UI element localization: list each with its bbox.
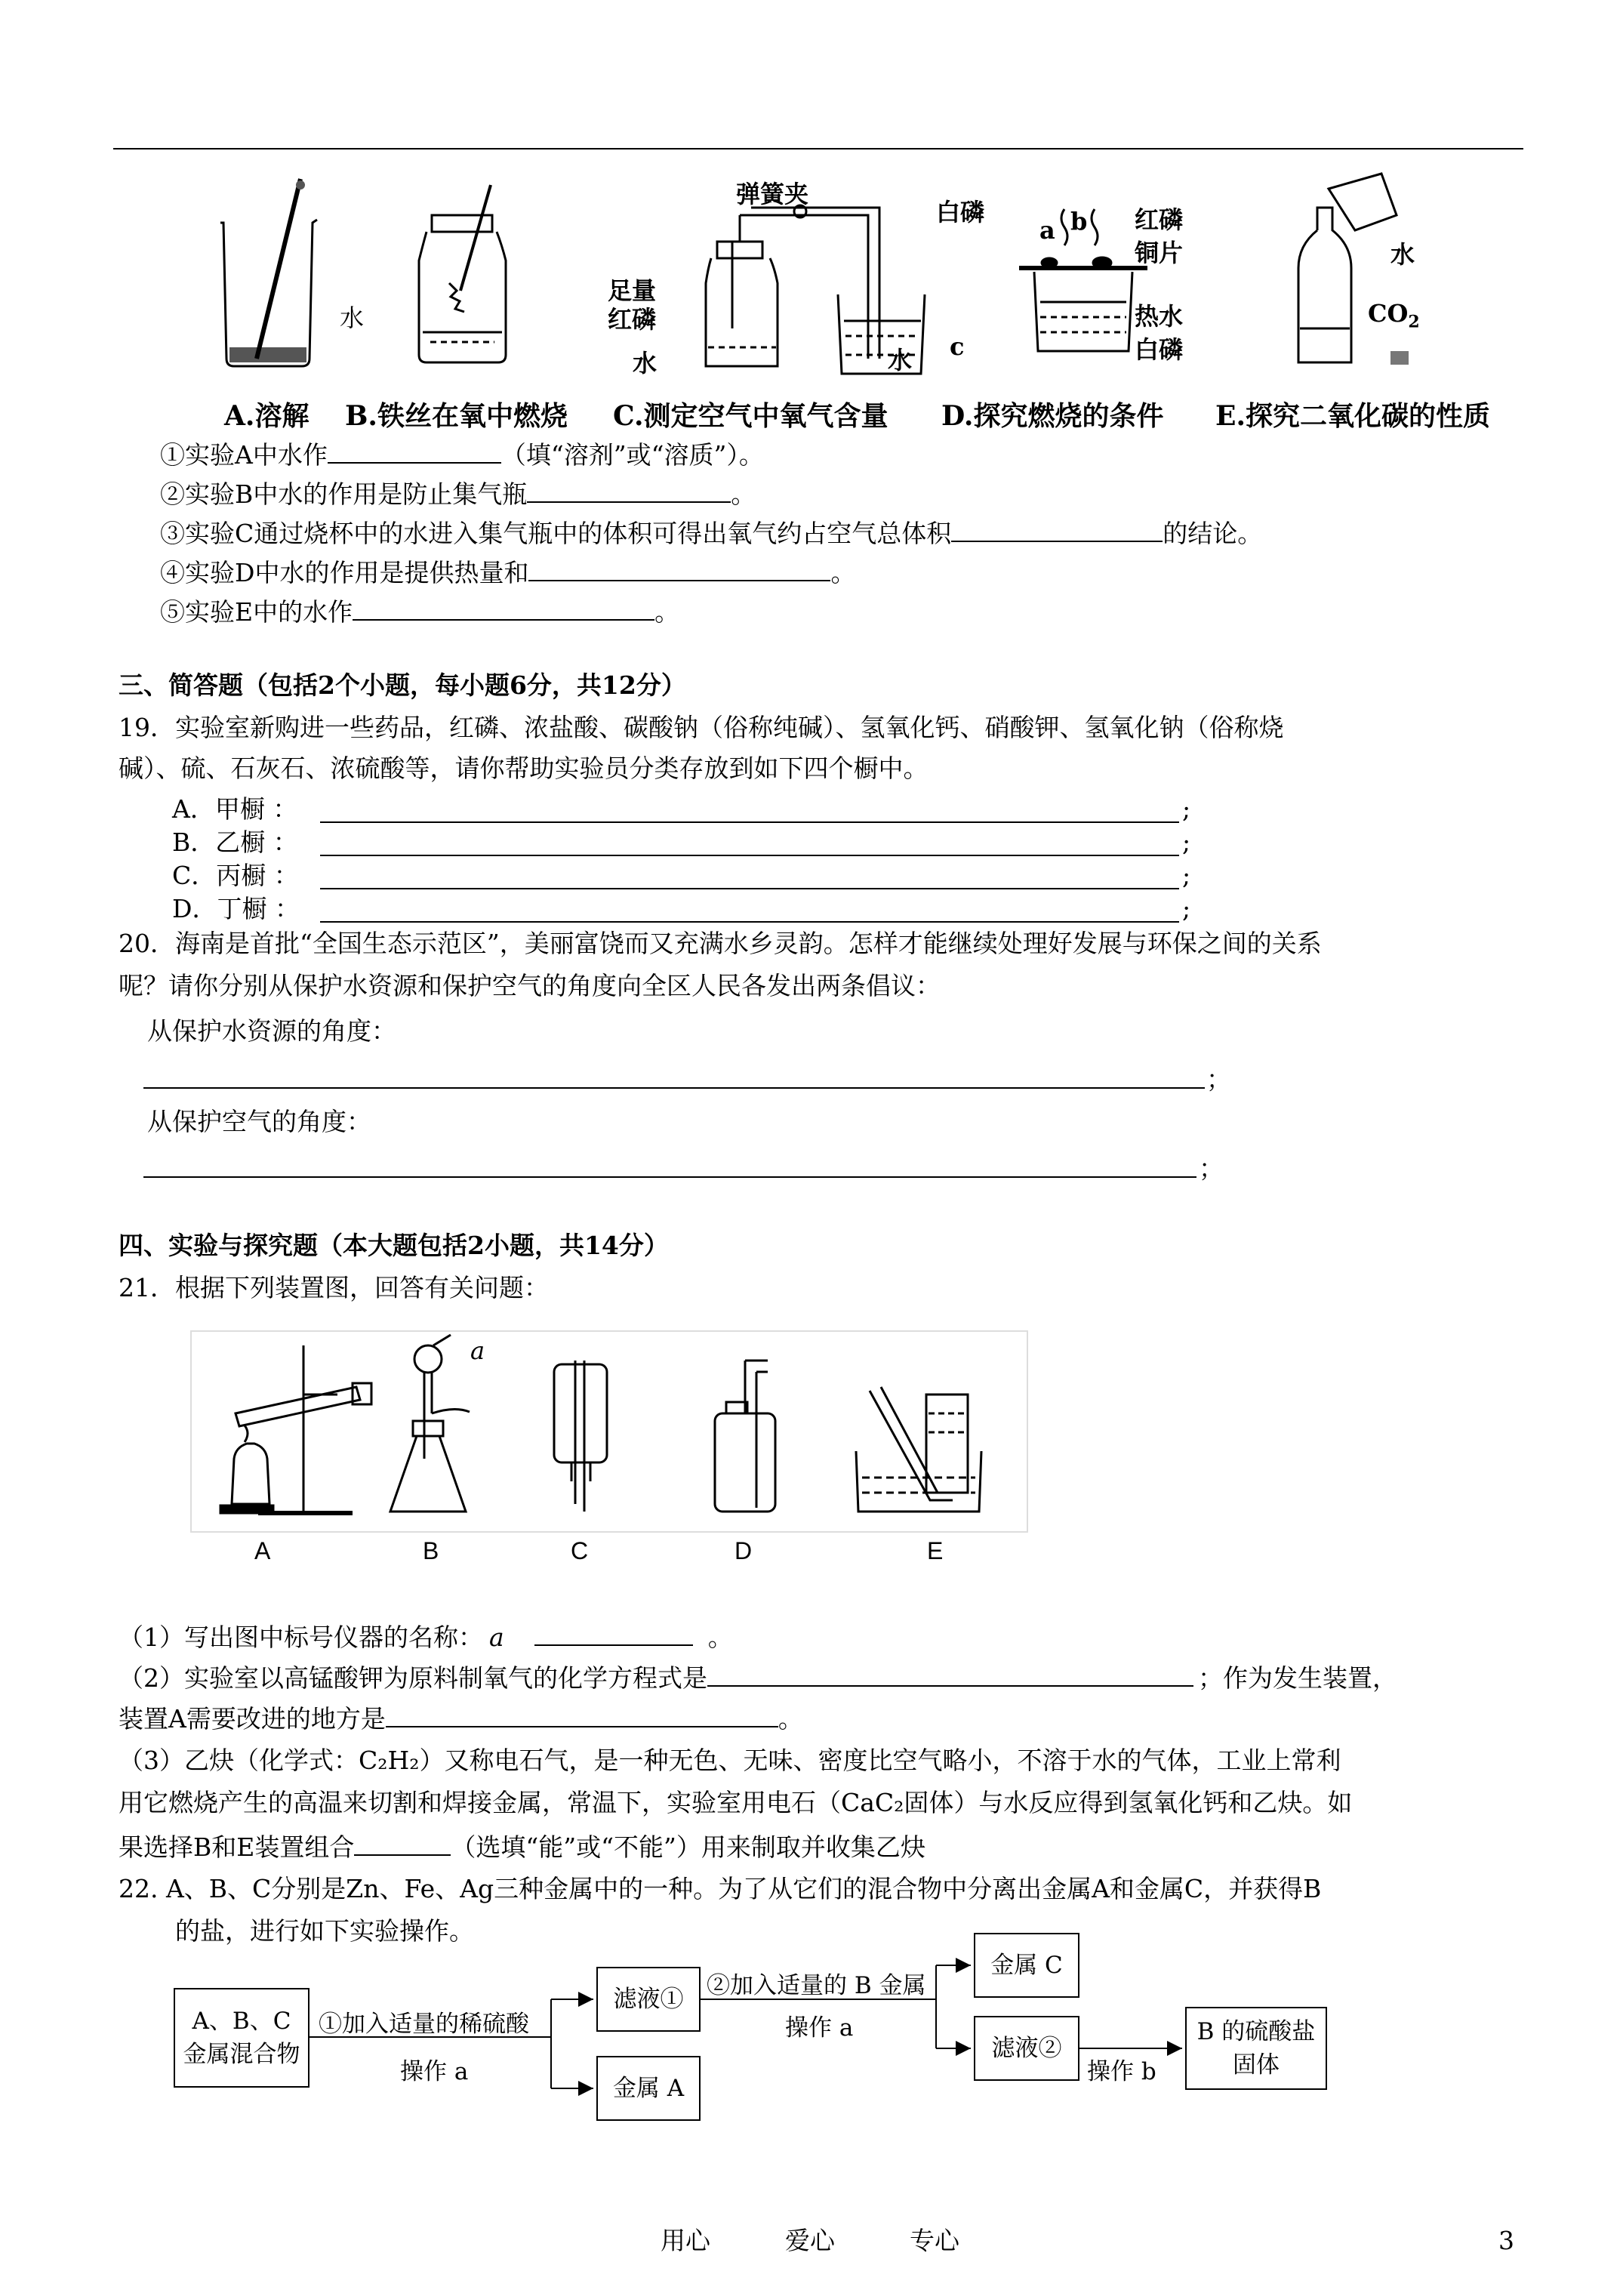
fig-c-phos-label2: 红磷 [608, 305, 657, 334]
q21-part3-line1: （3）乙炔（化学式：C₂H₂）又称电石气，是一种无色、无味、密度比空气略小，不溶于水的气体，工业上常利 [119, 1746, 1341, 1775]
flow-box-salt: B 的硫酸盐 固体 [1185, 2007, 1327, 2090]
cabinet-d: D．丁橱 ： [172, 894, 300, 923]
flow-box-metal-c: 金属 C [974, 1933, 1079, 1998]
q22-line1: 22. A、B、C分别是Zn、Fe、Ag三种金属中的一种。为了从它们的混合物中分离出金属A和金属C，并获得B [119, 1874, 1322, 1903]
cabinet-c: C．丙橱 ： [172, 861, 299, 890]
q22-line2: 的盐，进行如下实验操作。 [175, 1916, 474, 1946]
fig-d-white-label: 白磷 [936, 198, 985, 227]
air-angle-label: 从保护空气的角度： [147, 1107, 371, 1136]
q21-part2: （2）实验室以高锰酸钾为原料制氧气的化学方程式是 ；作为发生装置， [119, 1660, 1397, 1695]
air-angle-semicolon: ； [1199, 1154, 1224, 1183]
apparatus-label-d: D [735, 1537, 753, 1564]
cabinet-a: A．甲橱 ： [172, 794, 298, 824]
fig-d-b-label: b [1070, 207, 1088, 236]
q20-line1: 20．海南是首批“全国生态示范区”，美丽富饶而又充满水乡灵韵。怎样才能继续处理好发展与环保之间的关系 [119, 929, 1322, 958]
q18-item-1: ①实验A中水作 （填“溶剂”或“溶质”）。 [160, 436, 764, 472]
apparatus-label-c: C [571, 1537, 589, 1564]
fig-c-phos-label1: 足量 [608, 276, 657, 305]
page-number: 3 [1498, 2226, 1514, 2255]
apparatus-a-label: a [470, 1336, 485, 1365]
apparatus-label-a: A [254, 1537, 271, 1564]
q18-item-2: ②实验B中水的作用是防止集气瓶 。 [160, 476, 756, 511]
fig-d-a-label: a [1039, 216, 1055, 245]
section4-title: 四、实验与探究题（本大题包括2小题，共14分） [119, 1231, 669, 1260]
flow-op-b-label: 操作 b [1087, 2058, 1156, 2085]
q21-part2-line2: 装置A需要改进的地方是 。 [119, 1700, 803, 1736]
fig-d-c-label: c [950, 332, 965, 361]
cabinet-a-semicolon: ; [1182, 794, 1191, 824]
flow-step1-label: ①加入适量的稀硫酸 [319, 2011, 529, 2038]
fig-c-water-right-label: 水 [888, 346, 913, 374]
footer-motto: 用心 爱心 专心 [661, 2226, 959, 2255]
cabinet-d-semicolon: ; [1182, 894, 1191, 923]
fig-d-red-label: 红磷 [1135, 205, 1184, 234]
cabinet-b-semicolon: ; [1182, 827, 1191, 857]
flow-box-metal-a: 金属 A [596, 2056, 701, 2121]
flow-box-filtrate2: 滤液② [974, 2016, 1079, 2081]
q18-item-5: ⑤实验E中的水作 。 [160, 593, 679, 629]
fig-d-white2-label: 白磷 [1135, 335, 1184, 364]
fig-caption-d: D.探究燃烧的条件 [941, 400, 1164, 432]
water-angle-semicolon: ； [1206, 1065, 1231, 1094]
q21-intro: 21．根据下列装置图，回答有关问题： [119, 1273, 549, 1302]
flow-box-filtrate1: 滤液① [596, 1967, 701, 2032]
flow-op-a1-label: 操作 a [400, 2058, 469, 2085]
fig-b-water-label: 水 [340, 304, 365, 332]
q18-item-3: ③实验C通过烧杯中的水进入集气瓶中的体积可得出氧气约占空气总体积 的结论。 [160, 515, 1262, 550]
water-angle-label: 从保护水资源的角度： [147, 1016, 396, 1046]
fig-d-hot-label: 热水 [1135, 302, 1184, 331]
cabinet-c-semicolon: ; [1182, 861, 1191, 890]
q19-line1: 19．实验室新购进一些药品，红磷、浓盐酸、碳酸钠（俗称纯碱）、氢氧化钙、硝酸钾、氢氧化钠（俗称烧 [119, 713, 1284, 742]
flow-step2-label: ②加入适量的 B 金属 [707, 1972, 926, 1999]
fig-e-co2-label: $CO_2$ [1368, 299, 1420, 332]
fig-c-clip-label: 弹簧夹 [736, 180, 809, 208]
q21-part3-line2: 用它燃烧产生的高温来切割和焊接金属，常温下，实验室用电石（CaC₂固体）与水反应得到氢氧化钙和乙炔。如 [119, 1788, 1353, 1817]
q19-line2: 碱）、硫、石灰石、浓硫酸等，请你帮助实验员分类存放到如下四个橱中。 [119, 754, 929, 783]
cabinet-b: B．乙橱 ： [172, 827, 298, 857]
fig-caption-c: C.测定空气中氧气含量 [613, 400, 888, 432]
q21-part3-line3: 果选择B和E装置组合 （选填“能”或“不能”）用来制取并收集乙炔 [119, 1829, 925, 1864]
fig-d-copper-label: 铜片 [1135, 239, 1184, 267]
flow-op-a2-label: 操作 a [785, 2014, 854, 2042]
apparatus-label-b: B [423, 1537, 439, 1564]
q18-item-4: ④实验D中水的作用是提供热量和 。 [160, 554, 855, 590]
flow-box-mixture: A、B、C 金属混合物 [174, 1988, 310, 2088]
fig-caption-e: E.探究二氧化碳的性质 [1215, 400, 1490, 432]
section3-title: 三、简答题（包括2个小题，每小题6分，共12分） [119, 670, 686, 700]
apparatus-label-e: E [927, 1537, 944, 1564]
fig-caption-a: A.溶解 [224, 400, 310, 432]
q20-line2: 呢？请你分别从保护水资源和保护空气的角度向全区人民各发出两条倡议： [119, 971, 941, 1000]
fig-e-water-label: 水 [1390, 240, 1415, 269]
fig-caption-b: B.铁丝在氧中燃烧 [345, 400, 568, 432]
fig-c-water-left-label: 水 [633, 349, 658, 378]
q21-part1: （1）写出图中标号仪器的名称： a 。 [119, 1619, 733, 1654]
